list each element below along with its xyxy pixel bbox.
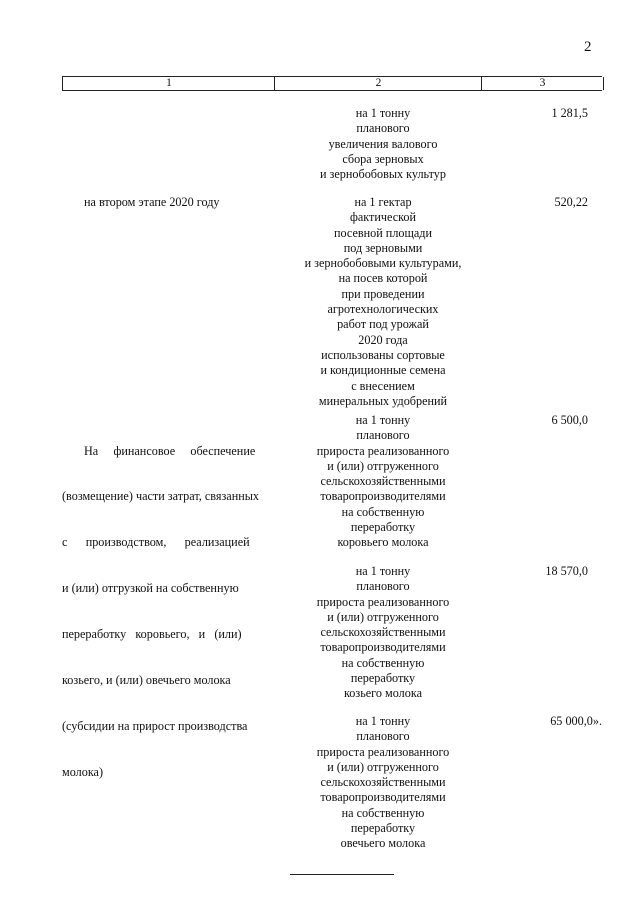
header-col-3: 3: [481, 77, 604, 90]
rate-value: 1 281,5: [551, 106, 588, 120]
rate-value: 520,22: [554, 195, 588, 209]
table-header-row: [62, 76, 602, 91]
rate-value: 18 570,0: [545, 564, 588, 578]
unit-description: на 1 тонну планового прироста реализованного и (или) отгруженного сельскохозяйственными товаропроизводителями на собственную переработку коровьего молока: [316, 413, 450, 550]
end-rule: [290, 874, 394, 875]
rate-value: 6 500,0: [551, 413, 588, 427]
header-col-1: 1: [62, 77, 275, 90]
unit-description: на 1 тонну планового увеличения валового сбора зерновых и зернобобовых культур: [319, 106, 446, 182]
page-number: 2: [584, 39, 592, 55]
subsidy-description: На финансовое обеспечение (возмещение) части затрат, связанных с производством, реализацией и (или) отгрузкой на собственную переработку коровьего, и (или) козьего, и (или) овечьего молока (субсидии на прирост производства молока): [62, 443, 260, 779]
unit-description: на 1 гектар фактической посевной площади под зерновыми и зернобобовыми культурами, на посев которой при проведении агротехнологических работ под урожай 2020 года использованы сортовые и кондиционные семена с внесением минеральных удобрений: [304, 195, 462, 408]
subsidy-description: на втором этапе 2020 году: [84, 195, 220, 209]
unit-description: на 1 тонну планового прироста реализованного и (или) отгруженного сельскохозяйственными товаропроизводителями на собственную переработку овечьего молока: [316, 714, 450, 851]
unit-description: на 1 тонну планового прироста реализованного и (или) отгруженного сельскохозяйственными товаропроизводителями на собственную переработку козьего молока: [316, 564, 450, 701]
header-col-2: 2: [274, 77, 482, 90]
rate-value: 65 000,0».: [550, 714, 602, 728]
